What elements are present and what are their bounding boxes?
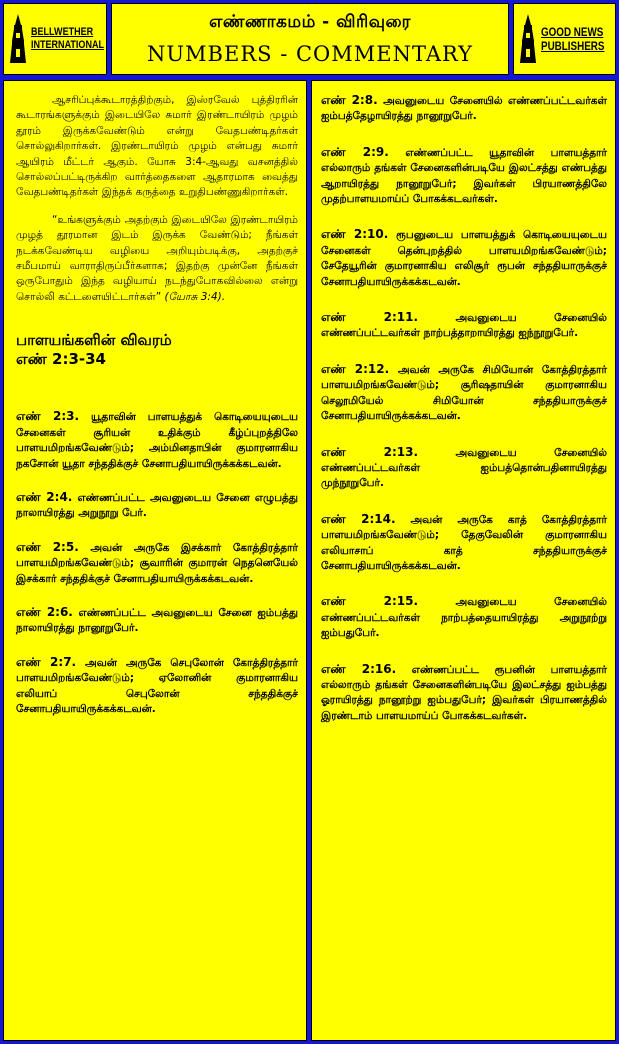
bellwether-logo — [3, 3, 107, 75]
bell-tower-icon — [8, 13, 28, 65]
good-news-logo-text: GOOD NEWS PUBLISHERS — [541, 25, 605, 53]
verse-ref: எண் 2:4. — [16, 489, 73, 504]
verse-ref: எண் 2:14. — [321, 511, 396, 526]
verse-text: அவன் அருகே காத் கோத்திரத்தார் பாளயமிறங்கவேண்டும்; தேகுவேலின் குமாரனாகிய எலியாசாப் காத் சந்ததியாருக்குச் சேனாபதியாயிருக்கக்கடவன். — [321, 513, 608, 572]
verse-2-4 — [16, 490, 298, 522]
verse-ref: எண் 2:5. — [16, 539, 79, 554]
verse-text: எண்ணப்பட்ட அவனுடைய சேனை ஐம்பத்து நாலாயிரத்து நானூறுபேர். — [16, 606, 298, 635]
page-title-english: NUMBERS - COMMENTARY — [146, 42, 474, 66]
verse-2-12 — [321, 362, 607, 425]
verse-text: அவனுடைய சேனையில் எண்ணப்பட்டவர்கள் ஐம்பத்தேழாயிரத்து நானூறுபேர். — [321, 95, 607, 123]
page-title-tamil: எண்ணாகமம் - விரிவுரை — [209, 12, 411, 32]
verse-2-11 — [321, 310, 607, 342]
verse-ref: எண் 2:16. — [321, 661, 397, 676]
verse-ref: எண் 2:12. — [321, 361, 390, 376]
good-news-publishers-logo — [513, 3, 616, 75]
bell-tower-icon — [518, 13, 538, 65]
verse-2-15 — [321, 594, 607, 641]
quote-text: “உங்களுக்கும் அதற்கும் இடையிலே இரண்டாயிரம் முழத் தூரமான இடம் இருக்க வேண்டும்; நீங்கள் நடக்கவேண்டிய வழியை அறியும்படிக்கு, அதற்குச் சமீபமாய் வாராதிருப்பீர்களாக; இதற்கு முன்னே நீங்கள் ஒருபோதும் இந்த வழியாய் நடந்துபோகவில்லை என்று சொல்லி கட்டளையிட்டார்கள்” — [16, 213, 298, 303]
verse-2-14 — [321, 512, 607, 575]
verse-ref: எண் 2:15. — [321, 594, 419, 609]
verse-ref: எண் 2:8. — [321, 93, 378, 107]
intro-paragraph: ஆசரிப்புக்கூடாரத்திற்கும், இஸ்ரவேல் புத்திரரின் கூடாரங்களுக்கும் இடையிலே சுமார் இரண்டாயிரம் முழம் தூரம் இருக்கவேண்டும் என்று வேதபண்டிதர்கள் சொல்லுகிறார்கள். இரண்டாயிரம் முழம் என்பது சுமார் ஆயிரம் மீட்டர் ஆகும். யோசு 3:4-ஆவது வசனத்தில் சொல்லப்பட்டிருக்கிற வார்த்தைகளை ஆதாரமாக வைத்து வேதபண்டிதர்கள் இந்தக் கருத்தை உறுதிபண்ணுகிறார்கள். — [16, 94, 298, 199]
verse-ref: எண் 2:7. — [16, 654, 77, 669]
right-column — [311, 80, 616, 1041]
quote-paragraph — [16, 213, 298, 305]
verse-ref: எண் 2:13. — [321, 444, 419, 459]
verse-2-10 — [321, 227, 607, 290]
verse-2-16 — [321, 662, 607, 725]
verse-text: அவனுடைய சேனையில் எண்ணப்பட்டவர்கள் ஐம்பத்தொன்பதினாயிரத்து முந்நூறுபேர். — [321, 446, 607, 490]
verse-text: அவனுடைய சேனையில் எண்ணப்பட்டவர்கள் நாற்பத்தையாயிரத்து அறுநூற்று ஐம்பதுபேர். — [321, 596, 607, 640]
verse-2-3 — [16, 409, 298, 472]
verse-ref: எண் 2:10. — [321, 227, 389, 242]
verse-2-6 — [16, 605, 298, 637]
verse-text: அவன் அருகே செபுலோன் கோத்திரத்தார் பாளயமிறங்கவேண்டும்; ஏலோனின் குமாரனாகிய எலியாப் செபுலோன் சந்ததிக்குச் சேனாபதியாயிருக்கக்கடவன். — [16, 656, 299, 715]
page-title-box — [111, 3, 509, 75]
verse-text: எண்ணப்பட்ட ரூபனின் பாளயத்தார் எல்லாரும் தங்கள் சேனைகளின்படியே இலட்சத்து ஐம்பத்து ஓராயிரத்து நானூற்று ஐம்பதுபேர்; இவர்கள் பிரயாணத்தில் இரண்டாம் பாளயமாய்ப் போகக்கடவர்கள். — [321, 663, 608, 722]
verse-2-7 — [16, 655, 298, 718]
section-heading: பாளயங்களின் விவரம் எண் 2:3-34 — [16, 331, 172, 369]
verse-text: அவன் அருகே இசக்கார் கோத்திரத்தார் பாளயமிறங்கவேண்டும்; சூவாரின் குமாரன் நெதனெயேல் இசக்கார் சந்ததிக்குச் சேனாபதியாயிருக்கக்கடவன். — [16, 541, 299, 585]
bellwether-logo-text: BELLWETHER INTERNATIONAL — [31, 26, 104, 51]
quote-reference: (யோசு 3:4). — [164, 290, 226, 303]
verse-text: எண்ணப்பட்ட அவனுடைய சேனை எழுபத்து நாலாயிரத்து அறுநூறு பேர். — [16, 491, 298, 520]
verse-ref: எண் 2:3. — [16, 409, 80, 424]
verse-2-5 — [16, 540, 298, 587]
verse-text: ரூபனுடைய பாளயத்துக் கொடியையுடைய சேனைகள் தென்புறத்தில் பாளயமிறங்கவேண்டும்; சேதேயூரின் குமாரனாகிய எலிசூர் ரூபன் சந்ததியாருக்குச் சேனாபதியாயிருக்கக்கடவன். — [321, 229, 608, 288]
verse-ref: எண் 2:6. — [16, 604, 73, 619]
verse-text: யூதாவின் பாளயத்துக் கொடியையுடைய சேனைகள் சூரியன் உதிக்கும் கீழ்ப்புறத்திலே பாளயமிறங்கவேண்டும்; அம்மினதாபின் குமாரனாகிய நகசோன் யூதா சந்ததிக்குச் சேனாபதியாயிருக்கக்கடவன். — [16, 411, 298, 470]
verse-text: அவனுடைய சேனையில் எண்ணப்பட்டவர்கள் நாற்பத்தாறாயிரத்து ஐந்நூறுபேர். — [321, 312, 607, 340]
verse-2-13 — [321, 445, 607, 492]
left-column — [3, 80, 307, 1041]
verse-ref: எண் 2:11. — [321, 310, 419, 325]
verse-ref: எண் 2:9. — [321, 144, 389, 159]
verse-2-8 — [321, 93, 607, 125]
verse-2-9 — [321, 145, 607, 208]
verse-text: எண்ணப்பட்ட யூதாவின் பாளயத்தார் எல்லாரும் தங்கள் சேனைகளின்படியே இலட்சத்து எண்பத்து ஆறாயிரத்து நானூறுபேர்; இவர்கள் பிரயாணத்திலே முதற்பாளயமாய்ப் போகக்கடவர்கள். — [321, 146, 608, 206]
verse-text: அவன் அருகே சிமியோன் கோத்திரத்தார் பாளயமிறங்கவேண்டும்; சூரிஷதாயின் குமாரனாகிய செலூமியேல் சிமியோன் சந்ததியாருக்குச் சேனாபதியாயிருக்கக்கடவன். — [321, 363, 608, 423]
